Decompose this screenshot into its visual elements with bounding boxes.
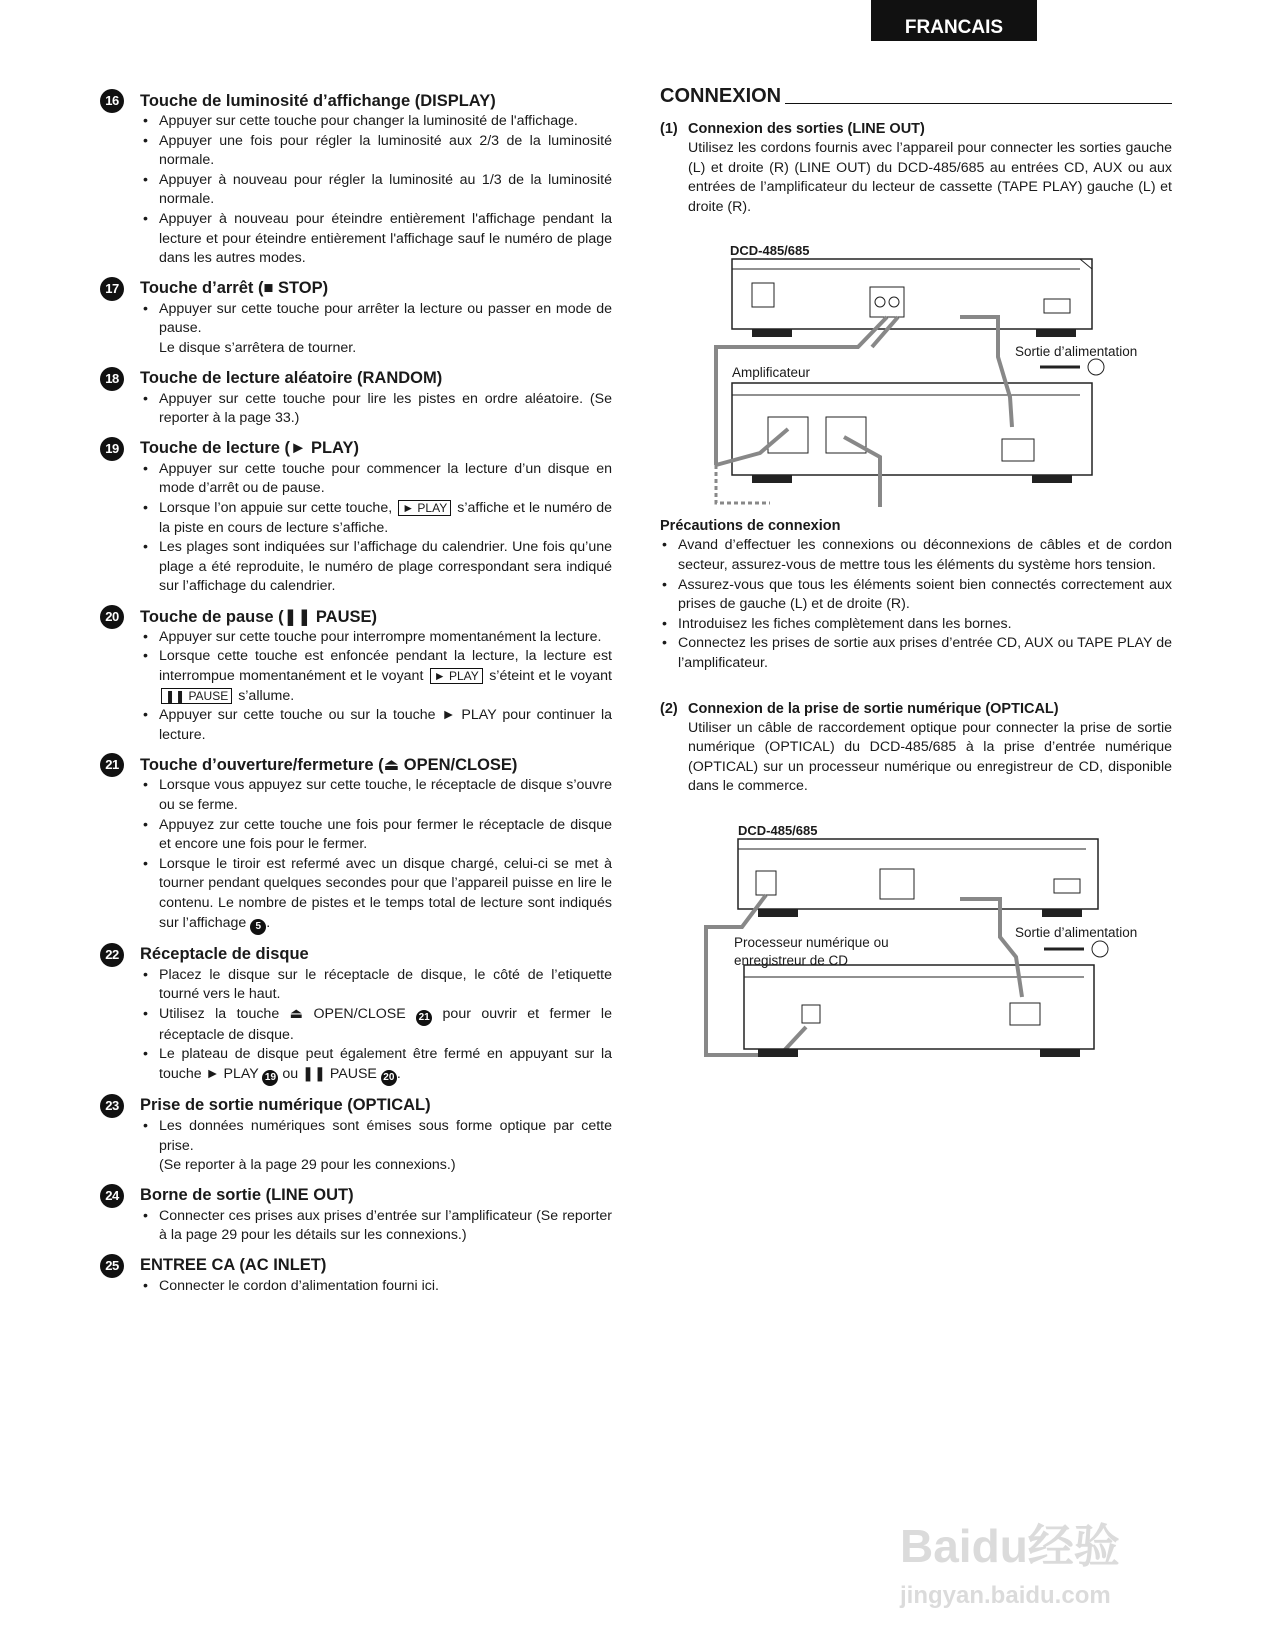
ref-badge: 20 — [381, 1070, 397, 1086]
right-column — [660, 80, 1172, 1067]
subsection-label: (2) — [660, 700, 678, 717]
optical-port — [752, 283, 774, 307]
text: Lorsque l’on appuie sur cette touche, — [159, 499, 393, 516]
text: s’affiche et le numéro de la piste en cours de lecture s’affiche. — [159, 499, 612, 536]
list-item: • Appuyer sur cette touche pour changer la luminosité de l'affichage. — [141, 112, 612, 132]
optical-input — [802, 1005, 820, 1023]
list-item — [141, 647, 612, 706]
model-label: DCD-485/685 — [730, 243, 810, 259]
play-indicator: ► PLAY — [430, 668, 483, 684]
foot — [752, 475, 792, 483]
list-item: • Placez le disque sur le réceptacle de disque, le côté de l’etiquette tourné vers le haut. — [141, 966, 612, 1005]
section-21 — [100, 754, 612, 934]
subsection-2-title — [660, 700, 1172, 719]
foot — [758, 1049, 798, 1057]
model-label: DCD-485/685 — [738, 822, 818, 838]
jack-l — [875, 297, 885, 307]
subsection-1-title — [660, 120, 1172, 139]
line-out-diagram — [660, 217, 1172, 507]
ac-inlet — [1054, 879, 1080, 893]
list-item: • Appuyer à nouveau pour éteindre entièrement l'affichage pendant la lecture et pour éteindre entièrement l'affichage sauf le numéro de plage dans les autres modes. — [141, 210, 612, 269]
list-item: • Appuyer sur cette touche pour lire les pistes en ordre aléatoire. (Se reporter à la page 33.) — [141, 390, 612, 429]
power-outlet-icon — [1088, 359, 1104, 375]
subsection-2-text: Utiliser un câble de raccordement optique pour connecter la prise de sortie numérique (OPTICAL) du DCD-485/685 à la prise d’entrée numérique (OPTICAL) sur un processeur numérique ou enregistreur de CD, disponible dans le commerce. — [688, 719, 1172, 795]
alt-cable — [716, 465, 770, 503]
list-item: • Appuyer sur cette touche ou sur la touche ► PLAY pour continuer la lecture. — [141, 706, 612, 745]
section-number: 25 — [100, 1254, 124, 1278]
section-title: Touche de lecture aléatoire (RANDOM) — [140, 369, 443, 388]
watermark-brand — [900, 1510, 1120, 1576]
precautions-title: Précautions de connexion — [660, 518, 841, 535]
list-item: • Connecter ces prises aux prises d’entrée sur l’amplificateur (Se reporter à la page 29 pour les détails sur les connexions.) — [141, 1207, 612, 1246]
subsection-label: (1) — [660, 121, 678, 137]
cd-aux-input — [768, 417, 808, 453]
power-cord — [960, 317, 1012, 427]
ac-outlet — [1010, 1003, 1040, 1025]
heading-text: CONNEXION — [660, 85, 782, 107]
power-outlet-icon — [1092, 941, 1108, 957]
section-number: 23 — [100, 1094, 124, 1118]
section-19 — [100, 438, 612, 597]
section-title: Borne de sortie (LINE OUT) — [140, 1186, 354, 1205]
section-title: ENTREE CA (AC INLET) — [140, 1256, 327, 1275]
list-item: • Appuyer à nouveau pour régler la luminosité au 1/3 de la luminosité normale. — [141, 171, 612, 210]
foot — [1040, 1049, 1080, 1057]
ref-badge: 19 — [262, 1070, 278, 1086]
connection-diagram-1 — [660, 217, 1172, 507]
play-indicator: ► PLAY — [398, 500, 451, 516]
list-item: • Avand d’effectuer les connexions ou déconnexions de câbles et de cordon secteur, assurez-vous de mettre tous les éléments du système hors tension. — [660, 536, 1172, 575]
list-note: (Se reporter à la page 29 pour les connexions.) — [159, 1157, 456, 1174]
watermark-url: jingyan.baidu.com — [900, 1582, 1111, 1609]
section-number: 17 — [100, 277, 124, 301]
pause-indicator: ❚❚ PAUSE — [161, 688, 232, 704]
text: s’allume. — [238, 687, 295, 704]
section-23 — [100, 1095, 612, 1176]
list-item: • Appuyer sur cette touche pour interrompre momentanément la lecture. — [141, 628, 612, 648]
text: Utilisez la touche ⏏ OPEN/CLOSE — [159, 1005, 406, 1022]
processor-label-2: enregistreur de CD — [734, 952, 849, 968]
text: pour ouvrir et fermer le réceptacle de disque. — [159, 1005, 612, 1043]
section-title: Touche de luminosité d’affichange (DISPLAY) — [140, 91, 496, 110]
list-note: Le disque s’arrêtera de tourner. — [159, 339, 357, 356]
foot — [1042, 909, 1082, 917]
section-16 — [100, 90, 612, 269]
ac-inlet — [1044, 299, 1070, 313]
jack-r — [889, 297, 899, 307]
text: s’éteint et le voyant — [489, 668, 612, 685]
section-number: 19 — [100, 437, 124, 461]
power-outlet-label: Sortie d’alimentation — [1015, 344, 1138, 360]
baidu-watermark — [900, 1500, 1200, 1630]
cable-to-tape — [844, 437, 880, 507]
watermark-brand-1: Bai — [900, 1520, 972, 1572]
power-cord — [960, 899, 1022, 997]
section-22 — [100, 944, 612, 1086]
text: Le plateau de disque peut également être fermé en appuyant sur la touche ► PLAY — [159, 1046, 612, 1082]
section-title: Réceptacle de disque — [140, 945, 309, 964]
optical-port — [756, 871, 776, 895]
list-item: • Lorsque vous appuyez sur cette touche, le réceptacle de disque s’ouvre ou se ferme. — [141, 776, 612, 815]
watermark-brand-2: du — [971, 1520, 1028, 1572]
section-25 — [100, 1255, 612, 1297]
subsection-title: Connexion de la prise de sortie numérique (OPTICAL) — [688, 700, 1059, 717]
section-number: 21 — [100, 753, 124, 777]
list-item: • Les plages sont indiquées sur l’affichage du calendrier. Une fois qu’une plage a été reproduite, le numéro de plage correspondant sera indiqué sur l’affichage du calendrier. — [141, 538, 612, 597]
language-tab-label: FRANCAIS — [904, 17, 1004, 38]
connection-diagram-2 — [660, 797, 1172, 1067]
section-number: 20 — [100, 605, 124, 629]
foot — [752, 329, 792, 337]
foot — [1032, 475, 1072, 483]
language-tab — [871, 0, 1037, 41]
ref-badge: 21 — [416, 1010, 432, 1026]
list-item — [141, 1005, 612, 1046]
list-item — [141, 499, 612, 538]
list-item: • Introduisez les fiches complètement dans les bornes. — [660, 615, 1172, 635]
foot — [1036, 329, 1076, 337]
left-column — [100, 90, 612, 1306]
cd-player-edge — [1080, 259, 1092, 269]
ref-badge: 5 — [250, 919, 266, 935]
section-title: Touche d’arrêt (■ STOP) — [140, 279, 329, 298]
section-title: Prise de sortie numérique (OPTICAL) — [140, 1096, 431, 1115]
processor-label-1: Processeur numérique ou — [734, 934, 889, 950]
subsection-title: Connexion des sorties (LINE OUT) — [688, 121, 925, 137]
section-title: Touche d’ouverture/fermeture (⏏ OPEN/CLOSE) — [140, 756, 518, 775]
list-item: • Le plateau de disque peut également être fermé en appuyant sur la touche ► PLAY 19 ou ❚❚ PAUSE 20 . — [141, 1045, 612, 1086]
list-item: • Les données numériques sont émises sous forme optique par cette prise. — [141, 1117, 612, 1156]
watermark-cn: 经验 — [1027, 1520, 1120, 1572]
audio-cable-left — [716, 317, 887, 465]
heading-rule — [785, 103, 1172, 104]
ac-outlet — [1002, 439, 1034, 461]
section-number: 18 — [100, 367, 124, 391]
section-heading — [660, 80, 1172, 108]
line-out-jacks — [880, 869, 914, 899]
list-item: • Connecter le cordon d’alimentation fourni ici. — [141, 1277, 612, 1297]
section-number: 24 — [100, 1184, 124, 1208]
section-number: 16 — [100, 89, 124, 113]
optical-cable — [706, 895, 806, 1055]
list-item: • Appuyer sur cette touche pour commencer la lecture d’un disque en mode d’arrêt ou de pause. — [141, 460, 612, 499]
section-title: Touche de pause (❚❚ PAUSE) — [140, 607, 377, 626]
foot — [758, 909, 798, 917]
section-title: Touche de lecture (► PLAY) — [140, 439, 359, 458]
amplifier-label: Amplificateur — [732, 365, 811, 381]
section-20 — [100, 606, 612, 746]
text: Lorsque le tiroir est refermé avec un disque chargé, celui-ci se met à tourner pendant quelques secondes pour que l’appareil puisse en lire le contenu. Le nombre de pistes et le temps total de lecture sont indiqués sur l’affichage — [159, 855, 612, 931]
section-number: 22 — [100, 943, 124, 967]
power-outlet-label: Sortie d’alimentation — [1015, 924, 1138, 940]
list-item: • Assurez-vous que tous les éléments soient bien connectés correctement aux prises de gauche (L) et de droite (R). — [660, 576, 1172, 615]
list-item: • Lorsque le tiroir est refermé avec un disque chargé, celui-ci se met à tourner pendant quelques secondes pour que l’appareil puisse en lire le contenu. Le nombre de pistes et le temps total de lecture sont indiqués sur l’affichage 5 . — [141, 855, 612, 935]
list-item: • Appuyer sur cette touche pour arrêter la lecture ou passer en mode de pause. — [141, 300, 612, 339]
list-item: • Appuyez zur cette touche une fois pour fermer le réceptacle de disque et encore une fois pour le fermer. — [141, 816, 612, 855]
optical-diagram — [660, 797, 1172, 1067]
list-item: • Appuyer une fois pour régler la luminosité aux 2/3 de la luminosité normale. — [141, 132, 612, 171]
cable-to-cd-in — [716, 429, 788, 465]
section-24 — [100, 1185, 612, 1246]
section-18 — [100, 368, 612, 429]
section-17 — [100, 278, 612, 359]
subsection-1-text: Utilisez les cordons fournis avec l’appareil pour connecter les sorties gauche (L) et droite (R) (LINE OUT) du DCD-485/685 au entrées CD, AUX ou aux entrées de l’amplificateur du lecteur de cassette (TAPE PLAY) gauche (L) et droite (R). — [688, 140, 1172, 215]
text: Lorsque cette touche est enfoncée pendant la lecture, la lecture est interrompue momentanément et le voyant — [159, 648, 612, 685]
text: ou ❚❚ PAUSE — [282, 1065, 377, 1082]
precautions-list — [660, 536, 1172, 673]
list-item: • Connectez les prises de sortie aux prises d’entrée CD, AUX ou TAPE PLAY de l’amplificateur. — [660, 634, 1172, 673]
